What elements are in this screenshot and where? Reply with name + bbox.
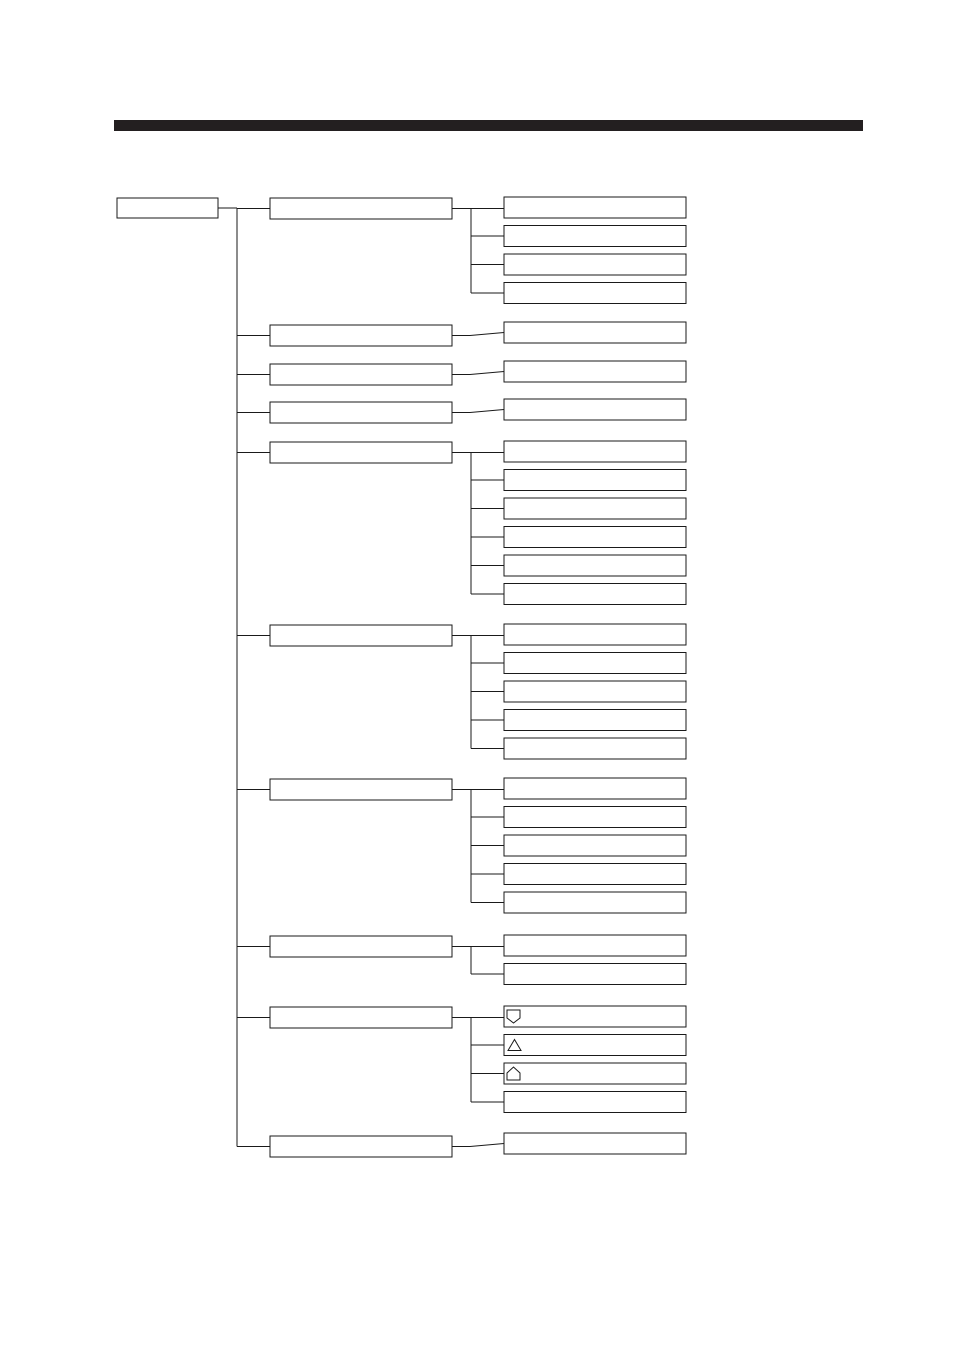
leaf-node-7-1 bbox=[504, 778, 686, 799]
branch-node-2 bbox=[270, 325, 452, 346]
leaf-node-7-3 bbox=[504, 835, 686, 856]
leaf-node-9-3-frame bbox=[504, 1063, 686, 1084]
leaf-node-9-4-frame bbox=[504, 1092, 686, 1113]
leaf-node-5-2-frame bbox=[504, 470, 686, 491]
leaf-node-5-3 bbox=[504, 498, 686, 519]
leaf-node-8-2-frame bbox=[504, 964, 686, 985]
leaf-node-5-1-frame bbox=[504, 441, 686, 462]
branch-node-4 bbox=[270, 402, 452, 423]
leaf-node-6-1 bbox=[504, 624, 686, 645]
leaf-node-1-1-frame bbox=[504, 197, 686, 218]
leaf-node-5-5 bbox=[504, 555, 686, 576]
branch-node-6 bbox=[270, 625, 452, 646]
leaf-node-3-1-frame bbox=[504, 361, 686, 382]
leaf-node-7-4-frame bbox=[504, 864, 686, 885]
leaf-node-5-2 bbox=[504, 470, 686, 491]
leaf-node-1-4-frame bbox=[504, 283, 686, 304]
branch-node-3 bbox=[270, 364, 452, 385]
leaf-node-7-2 bbox=[504, 807, 686, 828]
leaf-node-4-1 bbox=[504, 399, 686, 420]
leaf-node-8-1-frame bbox=[504, 935, 686, 956]
root-node-frame bbox=[117, 198, 218, 218]
leaf-node-4-1-frame bbox=[504, 399, 686, 420]
leaf-node-6-3 bbox=[504, 681, 686, 702]
leaf-node-9-3 bbox=[504, 1063, 686, 1084]
leaf-node-5-4 bbox=[504, 527, 686, 548]
branch-node-10 bbox=[270, 1136, 452, 1157]
leaf-node-6-4-frame bbox=[504, 710, 686, 731]
leaf-node-5-4-frame bbox=[504, 527, 686, 548]
branch-link-b-4 bbox=[470, 410, 504, 413]
leaf-node-5-5-frame bbox=[504, 555, 686, 576]
branch-node-5-frame bbox=[270, 442, 452, 463]
branch-link-b-10 bbox=[470, 1144, 504, 1147]
leaf-node-1-2 bbox=[504, 226, 686, 247]
leaf-node-9-1-frame bbox=[504, 1006, 686, 1027]
branch-node-7-frame bbox=[270, 779, 452, 800]
leaf-node-10-1 bbox=[504, 1133, 686, 1154]
leaf-node-5-3-frame bbox=[504, 498, 686, 519]
leaf-node-6-5-frame bbox=[504, 738, 686, 759]
leaf-node-9-1 bbox=[504, 1006, 686, 1027]
header-rule bbox=[114, 120, 863, 131]
branch-node-8 bbox=[270, 936, 452, 957]
leaf-node-2-1-frame bbox=[504, 322, 686, 343]
branch-node-8-frame bbox=[270, 936, 452, 957]
leaf-node-6-2 bbox=[504, 653, 686, 674]
branch-node-10-frame bbox=[270, 1136, 452, 1157]
leaf-node-10-1-frame bbox=[504, 1133, 686, 1154]
branch-node-2-frame bbox=[270, 325, 452, 346]
leaf-node-9-2 bbox=[504, 1035, 686, 1056]
branch-node-1-frame bbox=[270, 198, 452, 219]
leaf-node-9-4 bbox=[504, 1092, 686, 1113]
leaf-node-1-1 bbox=[504, 197, 686, 218]
leaf-node-1-3 bbox=[504, 254, 686, 275]
branch-node-1 bbox=[270, 198, 452, 219]
leaf-node-5-6 bbox=[504, 584, 686, 605]
branch-node-9 bbox=[270, 1007, 452, 1028]
leaf-node-7-2-frame bbox=[504, 807, 686, 828]
branch-node-9-frame bbox=[270, 1007, 452, 1028]
leaf-node-6-5 bbox=[504, 738, 686, 759]
branch-node-4-frame bbox=[270, 402, 452, 423]
branch-node-7 bbox=[270, 779, 452, 800]
branch-link-b-2 bbox=[470, 333, 504, 336]
leaf-node-1-3-frame bbox=[504, 254, 686, 275]
branch-node-3-frame bbox=[270, 364, 452, 385]
branch-node-5 bbox=[270, 442, 452, 463]
leaf-node-2-1 bbox=[504, 322, 686, 343]
leaf-node-6-4 bbox=[504, 710, 686, 731]
leaf-node-7-4 bbox=[504, 864, 686, 885]
leaf-node-9-2-frame bbox=[504, 1035, 686, 1056]
leaf-node-7-5-frame bbox=[504, 892, 686, 913]
branch-link-b-3 bbox=[470, 372, 504, 375]
leaf-node-5-6-frame bbox=[504, 584, 686, 605]
leaf-node-1-2-frame bbox=[504, 226, 686, 247]
leaf-node-8-2 bbox=[504, 964, 686, 985]
leaf-node-8-1 bbox=[504, 935, 686, 956]
leaf-node-7-3-frame bbox=[504, 835, 686, 856]
leaf-node-7-1-frame bbox=[504, 778, 686, 799]
leaf-node-1-4 bbox=[504, 283, 686, 304]
leaf-node-7-5 bbox=[504, 892, 686, 913]
leaf-node-6-3-frame bbox=[504, 681, 686, 702]
leaf-node-5-1 bbox=[504, 441, 686, 462]
leaf-node-6-2-frame bbox=[504, 653, 686, 674]
root-node bbox=[117, 198, 218, 218]
leaf-node-6-1-frame bbox=[504, 624, 686, 645]
leaf-node-3-1 bbox=[504, 361, 686, 382]
branch-node-6-frame bbox=[270, 625, 452, 646]
